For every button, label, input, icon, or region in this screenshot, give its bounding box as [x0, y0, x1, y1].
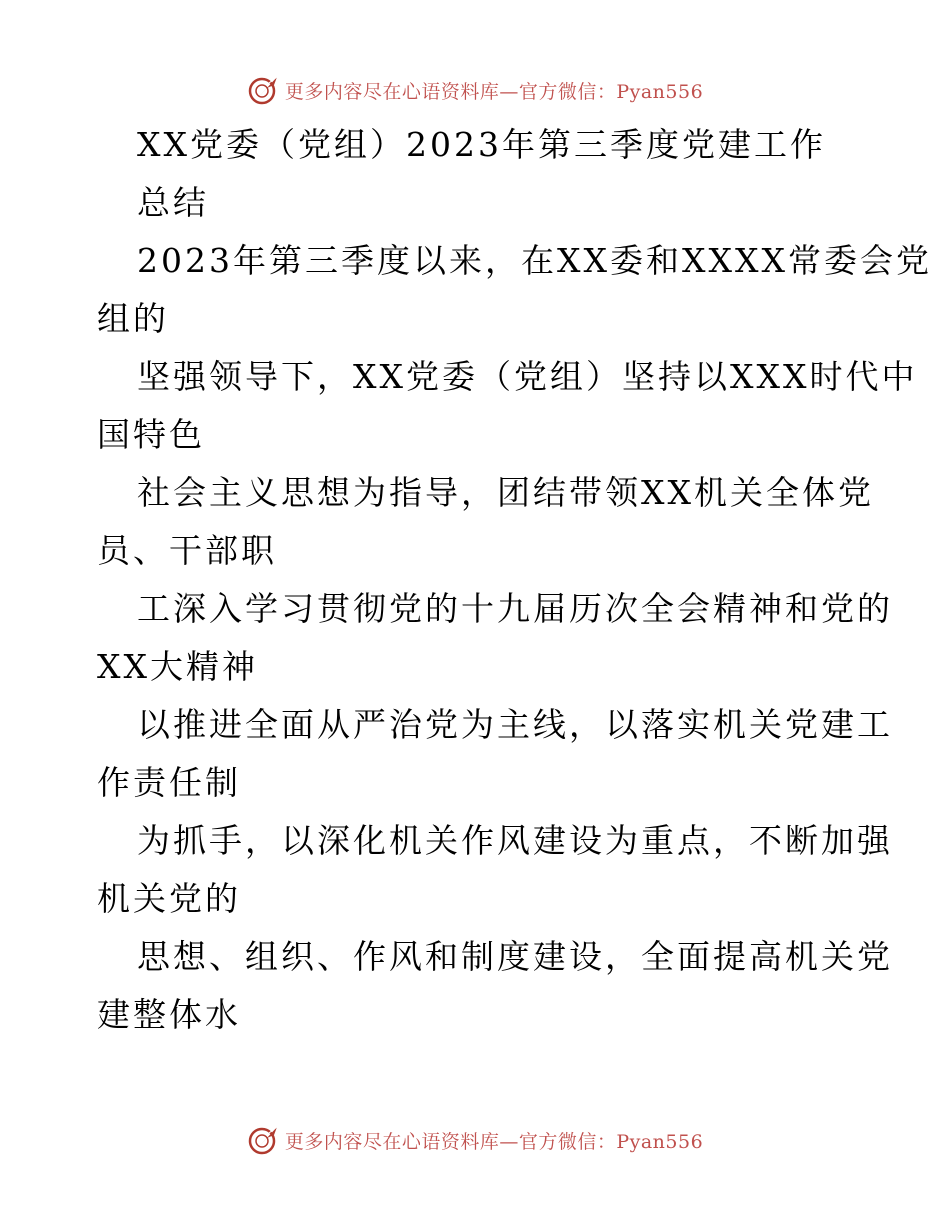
header-banner	[0, 70, 950, 110]
paragraph-line: 机关党的	[97, 879, 241, 918]
document-body	[97, 116, 932, 1044]
paragraph-line: 社会主义思想为指导，团结带领XX机关全体党	[137, 473, 874, 512]
quill-pen-logo-icon	[247, 1123, 281, 1157]
paragraph-line: 组的	[97, 299, 169, 338]
paragraph-line: 坚强领导下，XX党委（党组）坚持以XXX时代中	[137, 357, 918, 396]
paragraph-line: 工深入学习贯彻党的十九届历次全会精神和党的	[137, 589, 893, 628]
paragraph-line: 为抓手，以深化机关作风建设为重点，不断加强	[137, 821, 893, 860]
paragraph-line: 思想、组织、作风和制度建设，全面提高机关党	[137, 937, 893, 976]
footer-banner	[0, 1120, 950, 1160]
paragraph-line: 员、干部职	[97, 531, 277, 570]
paragraph-line: XX大精神	[97, 647, 258, 686]
paragraph-line: 2023年第三季度以来，在XX委和XXXX常委会党	[137, 241, 932, 280]
paragraph-line: 建整体水	[97, 995, 241, 1034]
header-banner-text: 更多内容尽在心语资料库—官方微信：Pyan556	[284, 80, 704, 103]
paragraph-line: 国特色	[97, 415, 205, 454]
footer-banner-text: 更多内容尽在心语资料库—官方微信：Pyan556	[284, 1130, 704, 1153]
document-title-line-2: 总结	[137, 183, 209, 222]
document-title-line-1: XX党委（党组）2023年第三季度党建工作	[137, 125, 826, 164]
paragraph-line: 以推进全面从严治党为主线，以落实机关党建工	[137, 705, 893, 744]
quill-pen-logo-icon	[247, 73, 281, 107]
paragraph-line: 作责任制	[97, 763, 241, 802]
